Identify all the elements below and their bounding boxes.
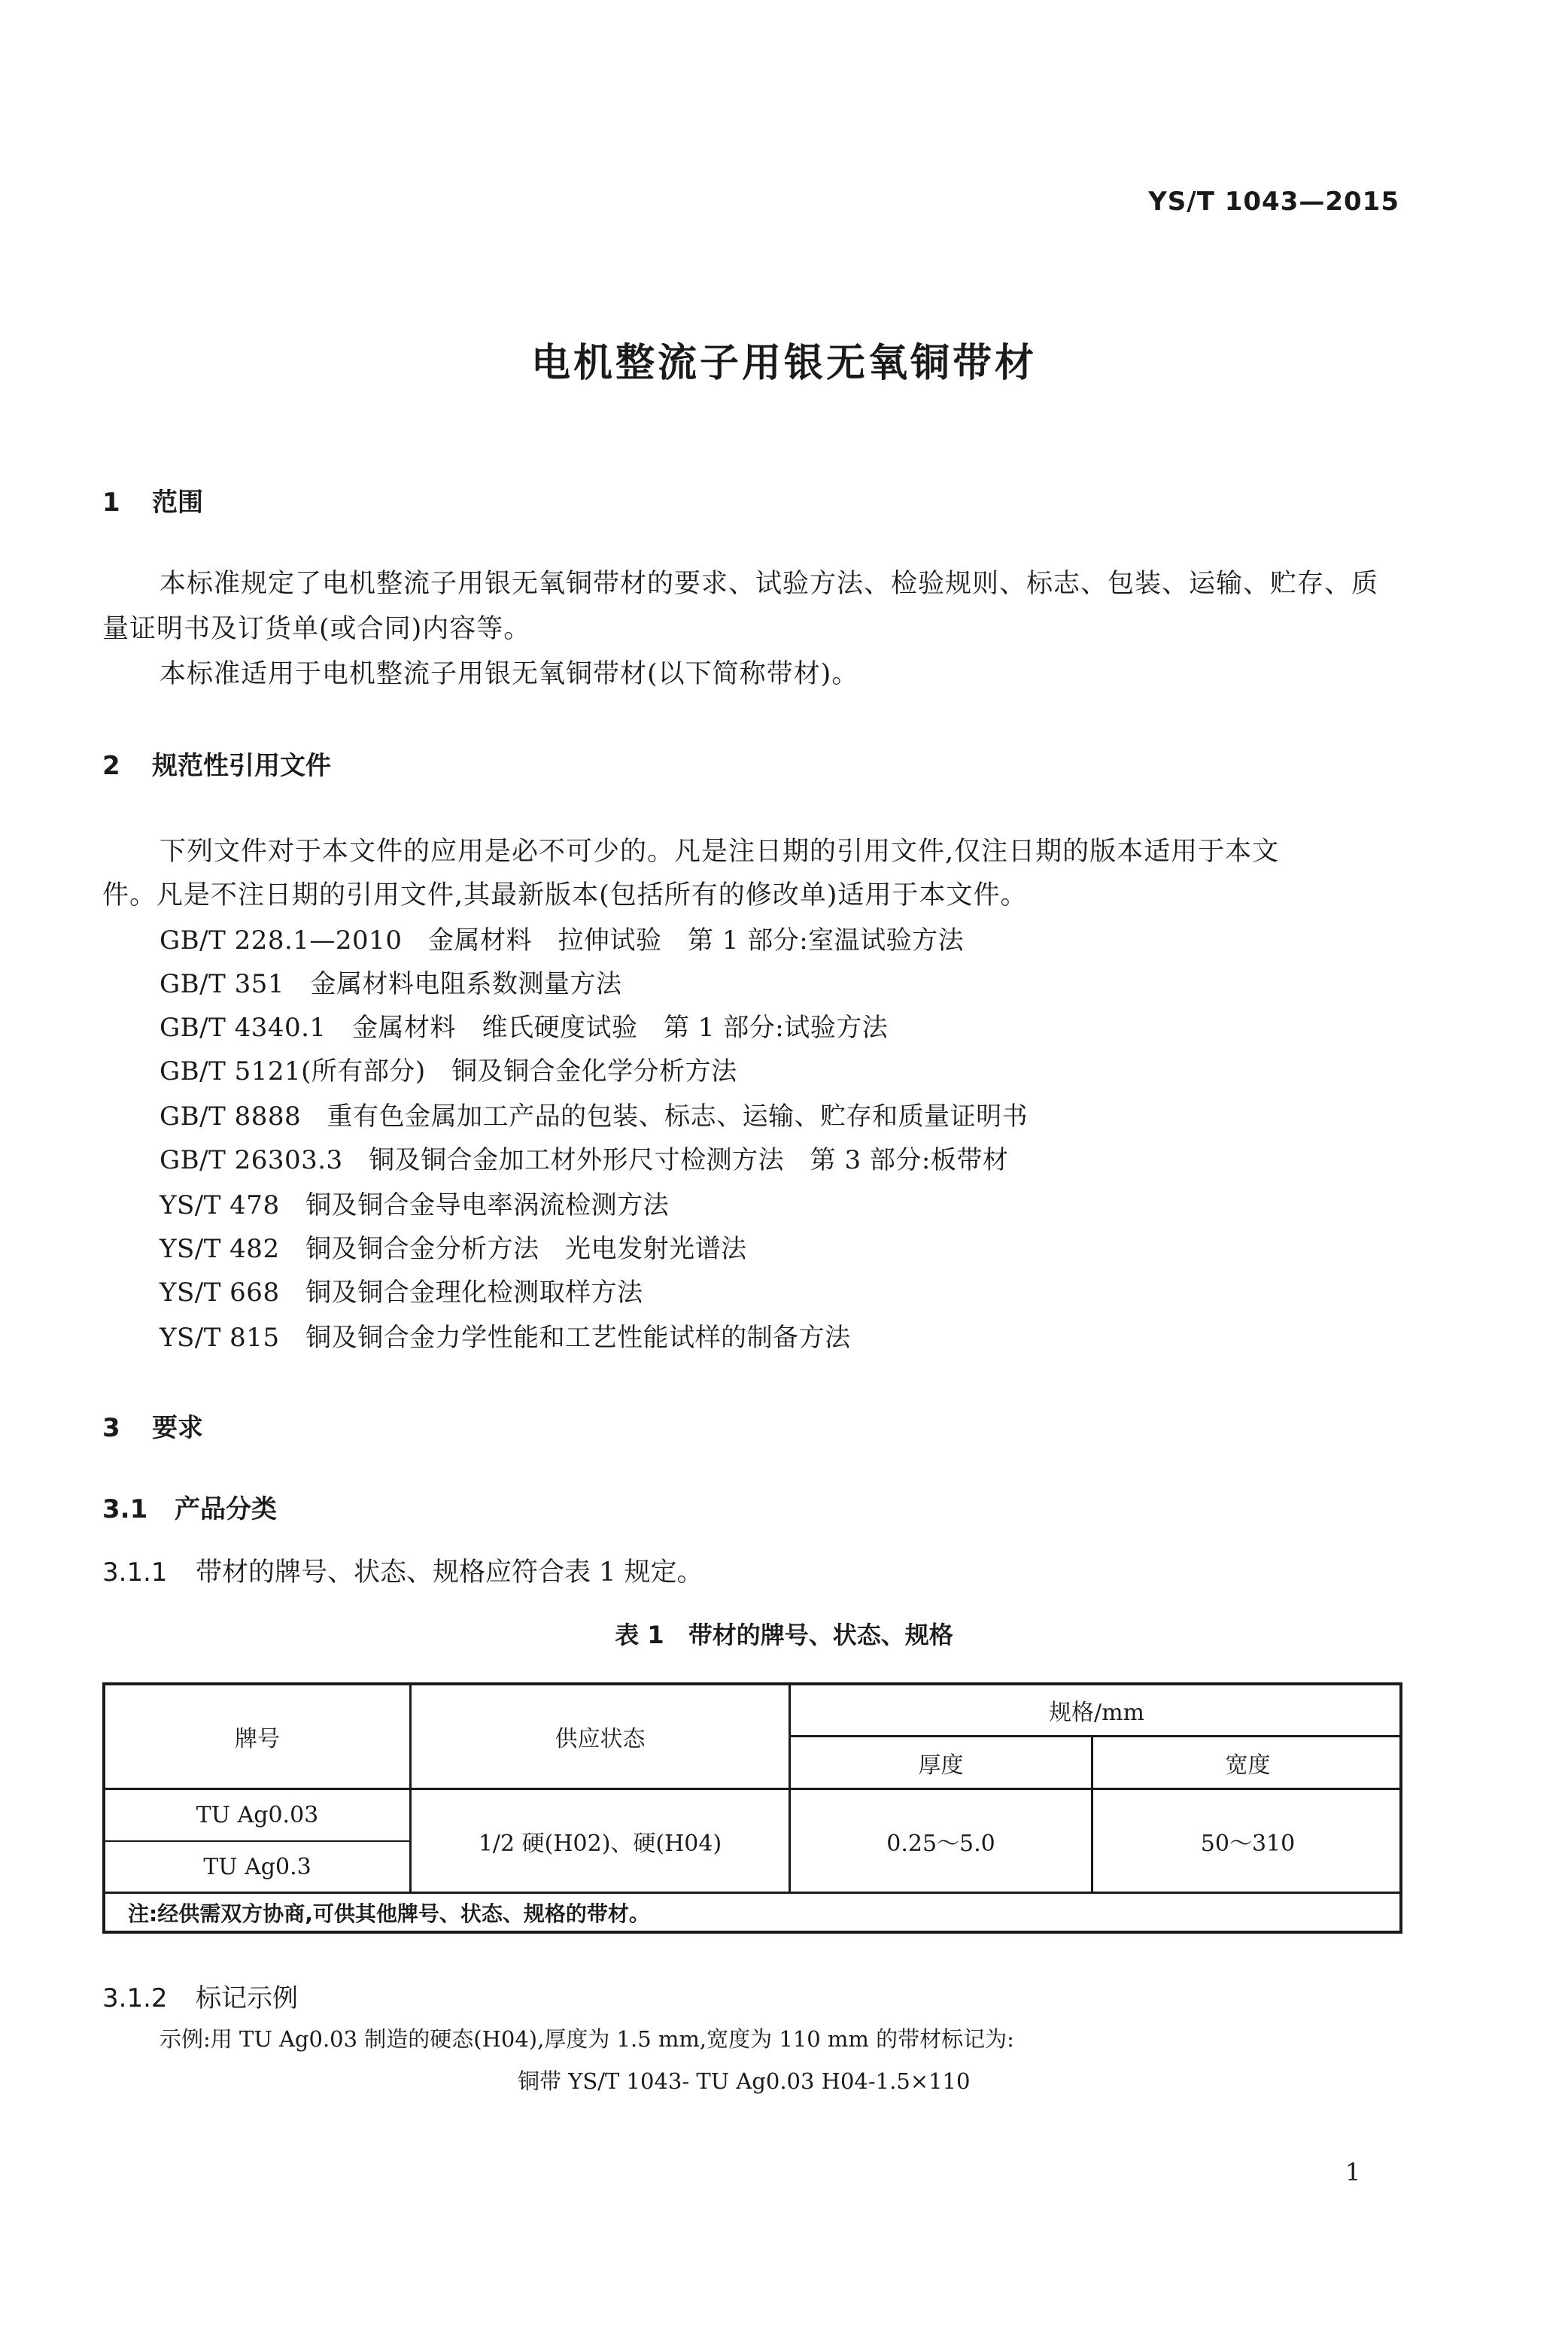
reference-item: GB/T 228.1—2010 金属材料 拉伸试验 第 1 部分:室温试验方法 — [160, 925, 965, 956]
marking-example-text: 示例:用 TU Ag0.03 制造的硬态(H04),厚度为 1.5 mm,宽度为 110 mm 的带材标记为: — [160, 2026, 1014, 2052]
section-text: 带材的牌号、状态、规格应符合表 1 规定。 — [196, 1557, 703, 1588]
header-width: 宽度 — [1225, 1752, 1271, 1779]
section-title: 标记示例 — [196, 1983, 298, 2013]
section-number: 3.1.1 — [102, 1557, 168, 1588]
document-title: 电机整流子用银无氧铜带材 — [530, 341, 1037, 386]
header-temper: 供应状态 — [555, 1726, 646, 1752]
header-spec: 规格/mm — [1048, 1700, 1144, 1726]
table-caption: 表 1 带材的牌号、状态、规格 — [615, 1621, 953, 1649]
section-title: 范围 — [152, 488, 203, 518]
cell-temper: 1/2 硬(H02)、硬(H04) — [478, 1830, 722, 1857]
reference-item: YS/T 482 铜及铜合金分析方法 光电发射光谱法 — [160, 1234, 747, 1264]
section-1-heading — [102, 482, 203, 518]
section-title: 产品分类 — [175, 1494, 277, 1524]
section-3-1-1 — [102, 1551, 703, 1589]
reference-item: GB/T 8888 重有色金属加工产品的包装、标志、运输、贮存和质量证明书 — [160, 1102, 1029, 1132]
cell-grade-2: TU Ag0.3 — [203, 1853, 311, 1880]
header-grade: 牌号 — [235, 1726, 280, 1752]
section-number: 3.1.2 — [102, 1983, 168, 2013]
section-number: 1 — [102, 488, 120, 518]
scope-paragraph-1-line-1: 本标准规定了电机整流子用银无氧铜带材的要求、试验方法、检验规则、标志、包装、运输、贮存、质 — [160, 569, 1379, 599]
section-3-heading — [102, 1407, 203, 1444]
standard-code: YS/T 1043—2015 — [1148, 187, 1399, 217]
reference-item: YS/T 478 铜及铜合金导电率涡流检测方法 — [160, 1190, 670, 1220]
references-intro-line-2: 件。凡是不注日期的引用文件,其最新版本(包括所有的修改单)适用于本文件。 — [102, 880, 1028, 910]
section-3-1-2-heading — [102, 1977, 298, 2014]
references-intro-line-1: 下列文件对于本文件的应用是必不可少的。凡是注日期的引用文件,仅注日期的版本适用于本文 — [160, 837, 1280, 867]
reference-item: YS/T 668 铜及铜合金理化检测取样方法 — [160, 1278, 643, 1308]
scope-paragraph-1-line-2: 量证明书及订货单(或合同)内容等。 — [102, 614, 531, 644]
reference-item: GB/T 26303.3 铜及铜合金加工材外形尺寸检测方法 第 3 部分:板带材 — [160, 1145, 1009, 1175]
reference-item: GB/T 5121(所有部分) 铜及铜合金化学分析方法 — [160, 1056, 737, 1086]
page-number: 1 — [1345, 2158, 1361, 2186]
reference-item: GB/T 351 金属材料电阻系数测量方法 — [160, 969, 622, 999]
section-number: 2 — [102, 751, 120, 781]
scope-paragraph-2: 本标准适用于电机整流子用银无氧铜带材(以下简称带材)。 — [160, 659, 859, 689]
cell-thickness: 0.25～5.0 — [886, 1830, 995, 1857]
section-number: 3.1 — [102, 1494, 148, 1524]
section-title: 规范性引用文件 — [152, 751, 331, 781]
reference-item: GB/T 4340.1 金属材料 维氏硬度试验 第 1 部分:试验方法 — [160, 1013, 889, 1043]
cell-grade-1: TU Ag0.03 — [196, 1802, 319, 1828]
cell-width: 50～310 — [1200, 1830, 1296, 1857]
table-note: 注:经供需双方协商,可供其他牌号、状态、规格的带材。 — [128, 1901, 650, 1926]
reference-item: YS/T 815 铜及铜合金力学性能和工艺性能试样的制备方法 — [160, 1323, 851, 1353]
marking-example: 铜带 YS/T 1043- TU Ag0.03 H04-1.5×110 — [518, 2068, 971, 2094]
table-rule — [105, 1892, 1402, 1894]
section-title: 要求 — [152, 1413, 203, 1443]
section-number: 3 — [102, 1413, 120, 1443]
specification-table — [102, 1682, 1402, 1934]
section-2-heading — [102, 745, 331, 782]
section-3-1-heading — [102, 1488, 277, 1525]
header-thickness: 厚度 — [918, 1752, 964, 1779]
